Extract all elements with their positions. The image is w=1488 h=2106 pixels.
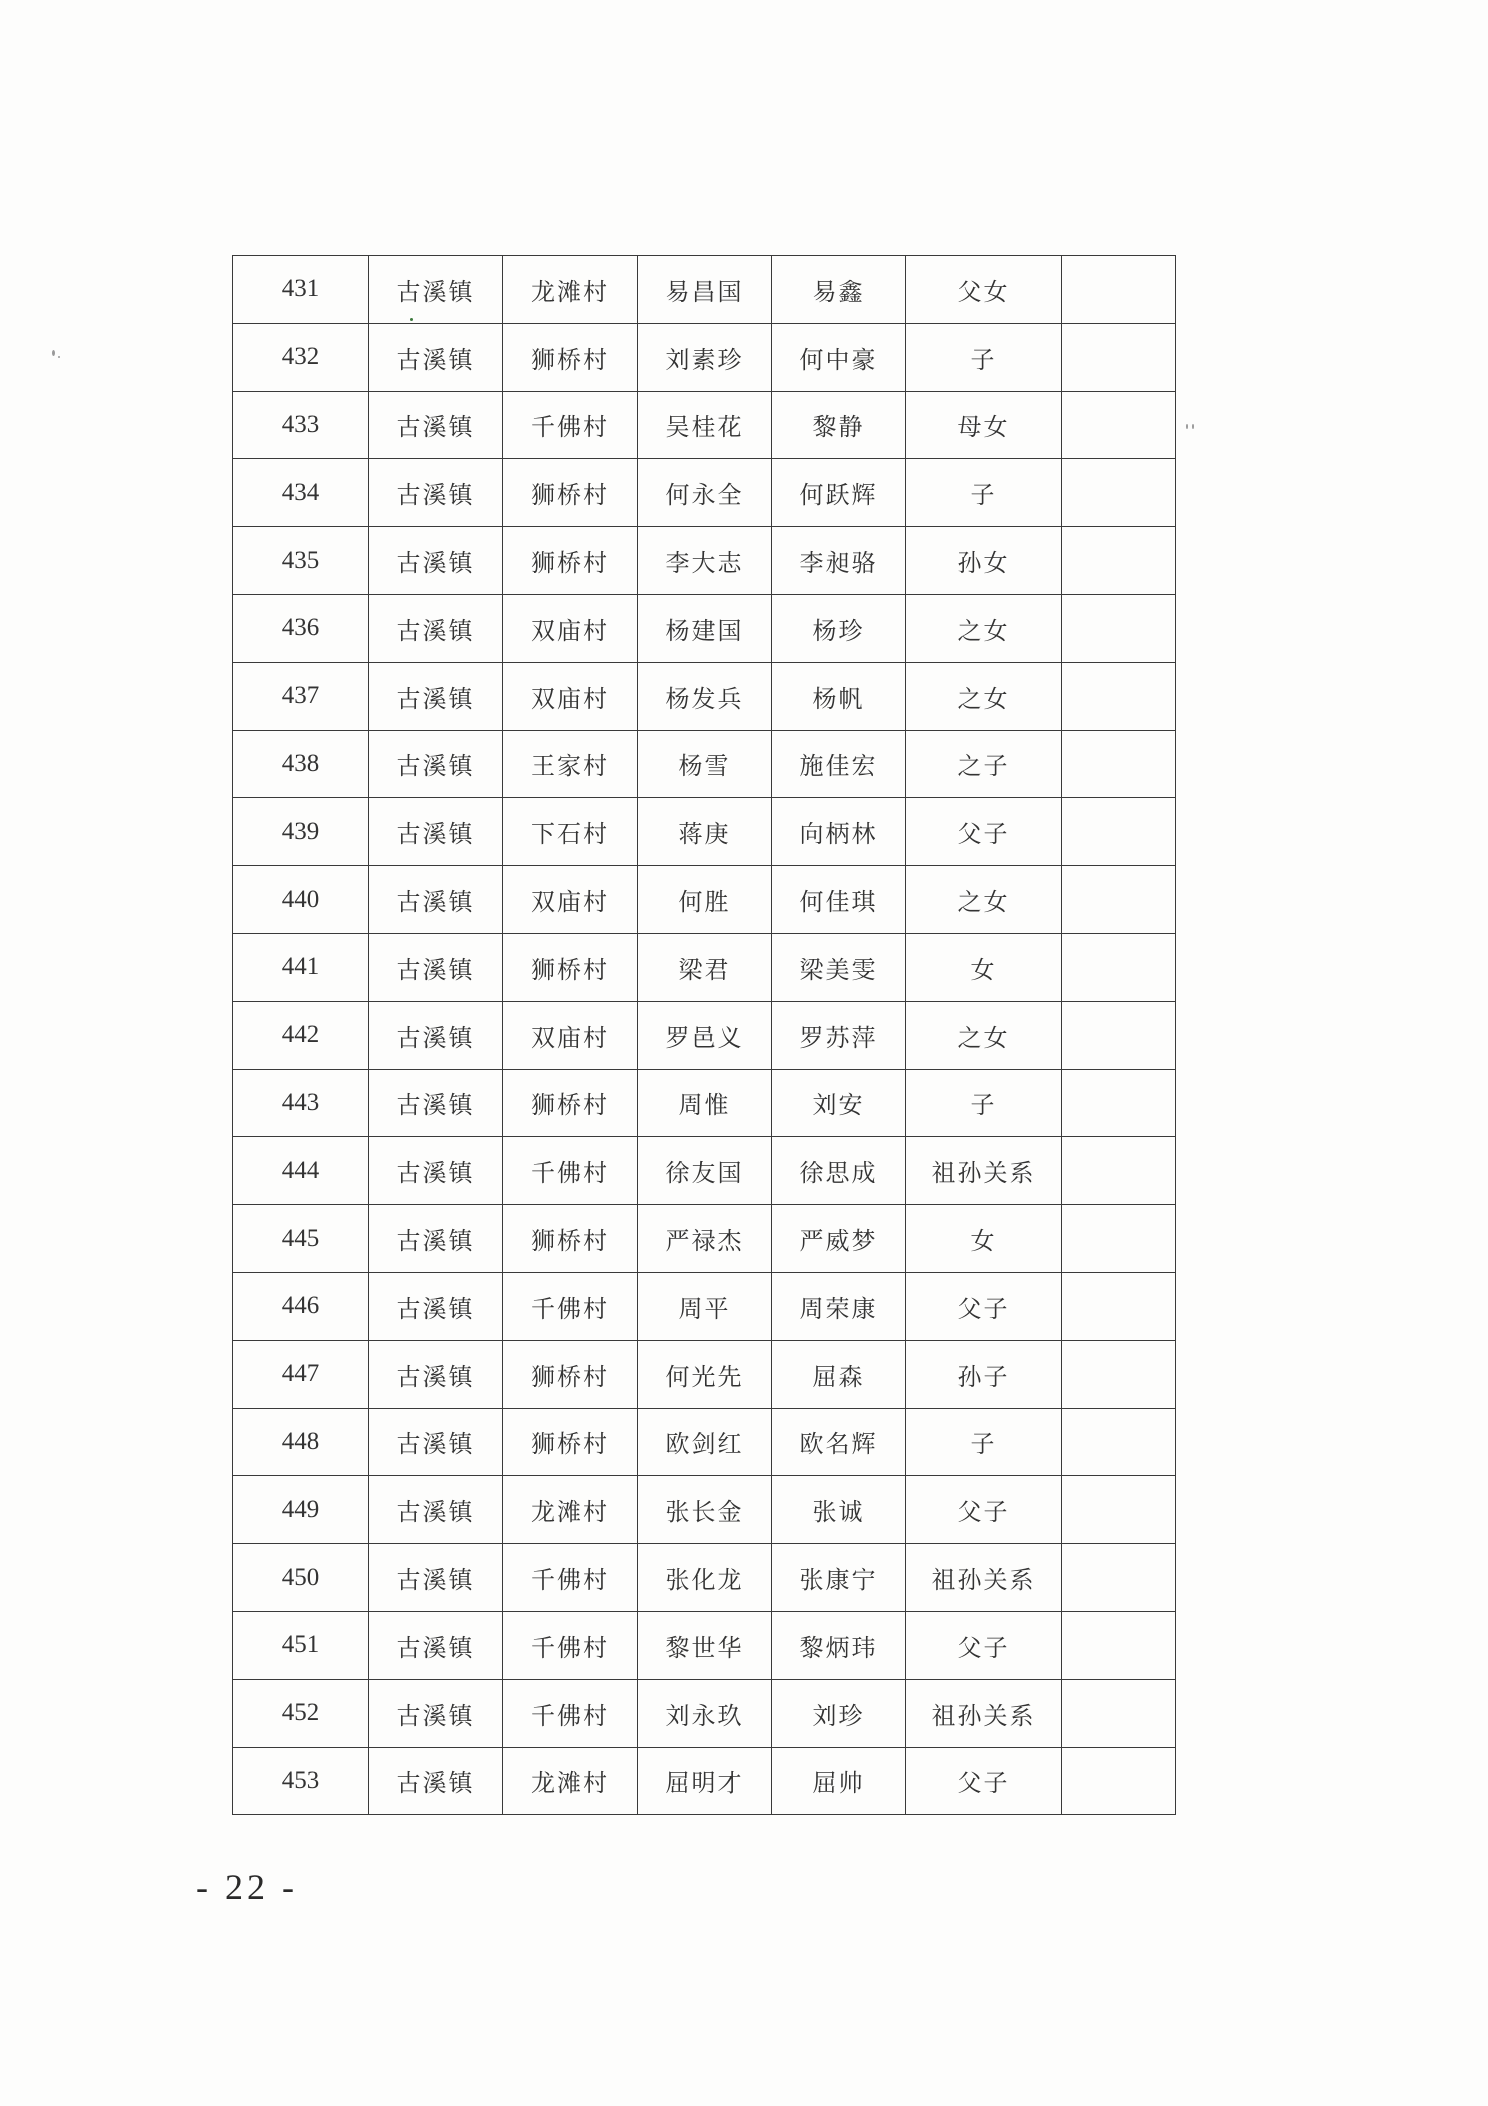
cell-note (1062, 933, 1176, 1001)
cell-village: 千佛村 (503, 391, 638, 459)
cell-town: 古溪镇 (369, 1544, 503, 1612)
cell-town: 古溪镇 (369, 1408, 503, 1476)
page-number: - 22 - (196, 1867, 298, 1907)
cell-village: 王家村 (503, 730, 638, 798)
cell-note (1062, 323, 1176, 391)
cell-number: 434 (233, 459, 369, 527)
cell-note (1062, 1544, 1176, 1612)
cell-name-a: 李大志 (638, 527, 772, 595)
cell-relation: 父子 (906, 1611, 1062, 1679)
cell-town: 古溪镇 (369, 1476, 503, 1544)
cell-name-a: 罗邑义 (638, 1001, 772, 1069)
cell-relation: 之女 (906, 866, 1062, 934)
table-row (233, 1611, 1176, 1679)
cell-note (1062, 1679, 1176, 1747)
cell-village: 千佛村 (503, 1611, 638, 1679)
cell-number: 446 (233, 1272, 369, 1340)
cell-note (1062, 798, 1176, 866)
cell-number: 435 (233, 527, 369, 595)
cell-village: 双庙村 (503, 594, 638, 662)
cell-town: 古溪镇 (369, 798, 503, 866)
cell-town: 古溪镇 (369, 1611, 503, 1679)
cell-relation: 孙子 (906, 1340, 1062, 1408)
cell-name-a: 欧剑红 (638, 1408, 772, 1476)
cell-village: 狮桥村 (503, 527, 638, 595)
cell-village: 狮桥村 (503, 1205, 638, 1273)
cell-name-a: 蒋庚 (638, 798, 772, 866)
cell-relation: 子 (906, 1408, 1062, 1476)
cell-village: 双庙村 (503, 866, 638, 934)
table-row (233, 1679, 1176, 1747)
cell-number: 433 (233, 391, 369, 459)
cell-number: 441 (233, 933, 369, 1001)
cell-note (1062, 866, 1176, 934)
cell-village: 狮桥村 (503, 1408, 638, 1476)
cell-relation: 之女 (906, 662, 1062, 730)
cell-town: 古溪镇 (369, 594, 503, 662)
cell-relation: 之女 (906, 594, 1062, 662)
cell-relation: 子 (906, 1069, 1062, 1137)
cell-name-b: 刘珍 (772, 1679, 906, 1747)
cell-relation: 父子 (906, 1476, 1062, 1544)
cell-note (1062, 1272, 1176, 1340)
cell-village: 龙滩村 (503, 1476, 638, 1544)
cell-name-b: 黎静 (772, 391, 906, 459)
cell-name-a: 严禄杰 (638, 1205, 772, 1273)
cell-number: 444 (233, 1137, 369, 1205)
cell-town: 古溪镇 (369, 323, 503, 391)
cell-relation: 父子 (906, 1272, 1062, 1340)
cell-name-b: 刘安 (772, 1069, 906, 1137)
table-row (233, 798, 1176, 866)
cell-town: 古溪镇 (369, 933, 503, 1001)
cell-town: 古溪镇 (369, 1747, 503, 1815)
cell-number: 453 (233, 1747, 369, 1815)
table-row (233, 1340, 1176, 1408)
scan-speck (410, 318, 413, 321)
cell-town: 古溪镇 (369, 1137, 503, 1205)
cell-name-b: 何跃辉 (772, 459, 906, 527)
cell-relation: 孙女 (906, 527, 1062, 595)
cell-village: 狮桥村 (503, 459, 638, 527)
cell-town: 古溪镇 (369, 1340, 503, 1408)
cell-relation: 女 (906, 933, 1062, 1001)
cell-number: 440 (233, 866, 369, 934)
cell-number: 432 (233, 323, 369, 391)
cell-note (1062, 1069, 1176, 1137)
cell-relation: 子 (906, 459, 1062, 527)
cell-note (1062, 1611, 1176, 1679)
cell-relation: 父子 (906, 798, 1062, 866)
cell-name-a: 张长金 (638, 1476, 772, 1544)
cell-note (1062, 1476, 1176, 1544)
cell-village: 千佛村 (503, 1137, 638, 1205)
cell-name-b: 何中豪 (772, 323, 906, 391)
cell-number: 443 (233, 1069, 369, 1137)
cell-village: 千佛村 (503, 1544, 638, 1612)
cell-name-b: 屈森 (772, 1340, 906, 1408)
cell-name-a: 何永全 (638, 459, 772, 527)
cell-name-b: 杨帆 (772, 662, 906, 730)
cell-name-b: 黎炳玮 (772, 1611, 906, 1679)
table-row (233, 662, 1176, 730)
cell-village: 千佛村 (503, 1679, 638, 1747)
cell-relation: 祖孙关系 (906, 1137, 1062, 1205)
scan-speck (58, 356, 60, 358)
cell-note (1062, 527, 1176, 595)
cell-note (1062, 1137, 1176, 1205)
table-row (233, 1747, 1176, 1815)
cell-town: 古溪镇 (369, 1001, 503, 1069)
cell-note (1062, 391, 1176, 459)
roster-table-body (233, 256, 1176, 1815)
cell-relation: 之子 (906, 730, 1062, 798)
cell-town: 古溪镇 (369, 730, 503, 798)
cell-name-b: 屈帅 (772, 1747, 906, 1815)
cell-note (1062, 662, 1176, 730)
cell-village: 龙滩村 (503, 256, 638, 324)
cell-town: 古溪镇 (369, 1272, 503, 1340)
cell-note (1062, 1340, 1176, 1408)
cell-village: 千佛村 (503, 1272, 638, 1340)
cell-village: 龙滩村 (503, 1747, 638, 1815)
cell-name-b: 张康宁 (772, 1544, 906, 1612)
table-row (233, 1272, 1176, 1340)
cell-name-b: 梁美雯 (772, 933, 906, 1001)
scan-speck (52, 350, 55, 356)
table-row (233, 1205, 1176, 1273)
table-row (233, 594, 1176, 662)
cell-note (1062, 256, 1176, 324)
cell-name-b: 周荣康 (772, 1272, 906, 1340)
cell-village: 下石村 (503, 798, 638, 866)
cell-note (1062, 594, 1176, 662)
cell-relation: 母女 (906, 391, 1062, 459)
cell-relation: 子 (906, 323, 1062, 391)
cell-number: 442 (233, 1001, 369, 1069)
cell-name-b: 严威梦 (772, 1205, 906, 1273)
cell-name-b: 张诚 (772, 1476, 906, 1544)
cell-town: 古溪镇 (369, 1205, 503, 1273)
cell-number: 445 (233, 1205, 369, 1273)
cell-name-b: 罗苏萍 (772, 1001, 906, 1069)
cell-number: 431 (233, 256, 369, 324)
cell-name-b: 李昶骆 (772, 527, 906, 595)
cell-relation: 之女 (906, 1001, 1062, 1069)
roster-table (232, 255, 1176, 1815)
cell-name-b: 向柄林 (772, 798, 906, 866)
table-row (233, 866, 1176, 934)
cell-note (1062, 1001, 1176, 1069)
cell-name-a: 杨发兵 (638, 662, 772, 730)
cell-relation: 父女 (906, 256, 1062, 324)
cell-number: 437 (233, 662, 369, 730)
cell-name-b: 易鑫 (772, 256, 906, 324)
cell-relation: 祖孙关系 (906, 1544, 1062, 1612)
table-row (233, 391, 1176, 459)
cell-name-a: 屈明才 (638, 1747, 772, 1815)
cell-name-a: 刘永玖 (638, 1679, 772, 1747)
cell-name-a: 杨建国 (638, 594, 772, 662)
cell-name-a: 周平 (638, 1272, 772, 1340)
cell-name-a: 黎世华 (638, 1611, 772, 1679)
cell-town: 古溪镇 (369, 866, 503, 934)
cell-note (1062, 730, 1176, 798)
cell-name-a: 周惟 (638, 1069, 772, 1137)
cell-town: 古溪镇 (369, 1069, 503, 1137)
table-row (233, 1544, 1176, 1612)
cell-name-a: 梁君 (638, 933, 772, 1001)
cell-name-a: 何胜 (638, 866, 772, 934)
cell-town: 古溪镇 (369, 662, 503, 730)
table-row (233, 1001, 1176, 1069)
cell-name-a: 吴桂花 (638, 391, 772, 459)
cell-relation: 女 (906, 1205, 1062, 1273)
table-row (233, 1137, 1176, 1205)
table-row (233, 1069, 1176, 1137)
scan-speck (1186, 424, 1188, 429)
cell-number: 438 (233, 730, 369, 798)
cell-relation: 父子 (906, 1747, 1062, 1815)
cell-town: 古溪镇 (369, 1679, 503, 1747)
table-row (233, 933, 1176, 1001)
cell-number: 439 (233, 798, 369, 866)
cell-number: 451 (233, 1611, 369, 1679)
cell-village: 狮桥村 (503, 1340, 638, 1408)
cell-name-a: 杨雪 (638, 730, 772, 798)
table-row (233, 1408, 1176, 1476)
cell-town: 古溪镇 (369, 391, 503, 459)
cell-village: 双庙村 (503, 662, 638, 730)
cell-village: 双庙村 (503, 1001, 638, 1069)
table-row (233, 527, 1176, 595)
table-row (233, 459, 1176, 527)
cell-note (1062, 1408, 1176, 1476)
table-row (233, 1476, 1176, 1544)
cell-village: 狮桥村 (503, 1069, 638, 1137)
scan-speck (1192, 424, 1194, 429)
cell-number: 450 (233, 1544, 369, 1612)
cell-number: 452 (233, 1679, 369, 1747)
cell-village: 狮桥村 (503, 323, 638, 391)
cell-number: 436 (233, 594, 369, 662)
cell-number: 449 (233, 1476, 369, 1544)
table-row (233, 256, 1176, 324)
cell-town: 古溪镇 (369, 256, 503, 324)
table-row (233, 730, 1176, 798)
cell-name-a: 徐友国 (638, 1137, 772, 1205)
cell-name-b: 何佳琪 (772, 866, 906, 934)
cell-name-b: 施佳宏 (772, 730, 906, 798)
cell-name-b: 徐思成 (772, 1137, 906, 1205)
cell-name-a: 刘素珍 (638, 323, 772, 391)
cell-relation: 祖孙关系 (906, 1679, 1062, 1747)
cell-note (1062, 1205, 1176, 1273)
table-row (233, 323, 1176, 391)
cell-name-a: 何光先 (638, 1340, 772, 1408)
cell-town: 古溪镇 (369, 459, 503, 527)
cell-note (1062, 459, 1176, 527)
cell-name-b: 杨珍 (772, 594, 906, 662)
cell-number: 448 (233, 1408, 369, 1476)
cell-number: 447 (233, 1340, 369, 1408)
cell-name-b: 欧名辉 (772, 1408, 906, 1476)
cell-note (1062, 1747, 1176, 1815)
cell-town: 古溪镇 (369, 527, 503, 595)
cell-name-a: 易昌国 (638, 256, 772, 324)
cell-village: 狮桥村 (503, 933, 638, 1001)
cell-name-a: 张化龙 (638, 1544, 772, 1612)
